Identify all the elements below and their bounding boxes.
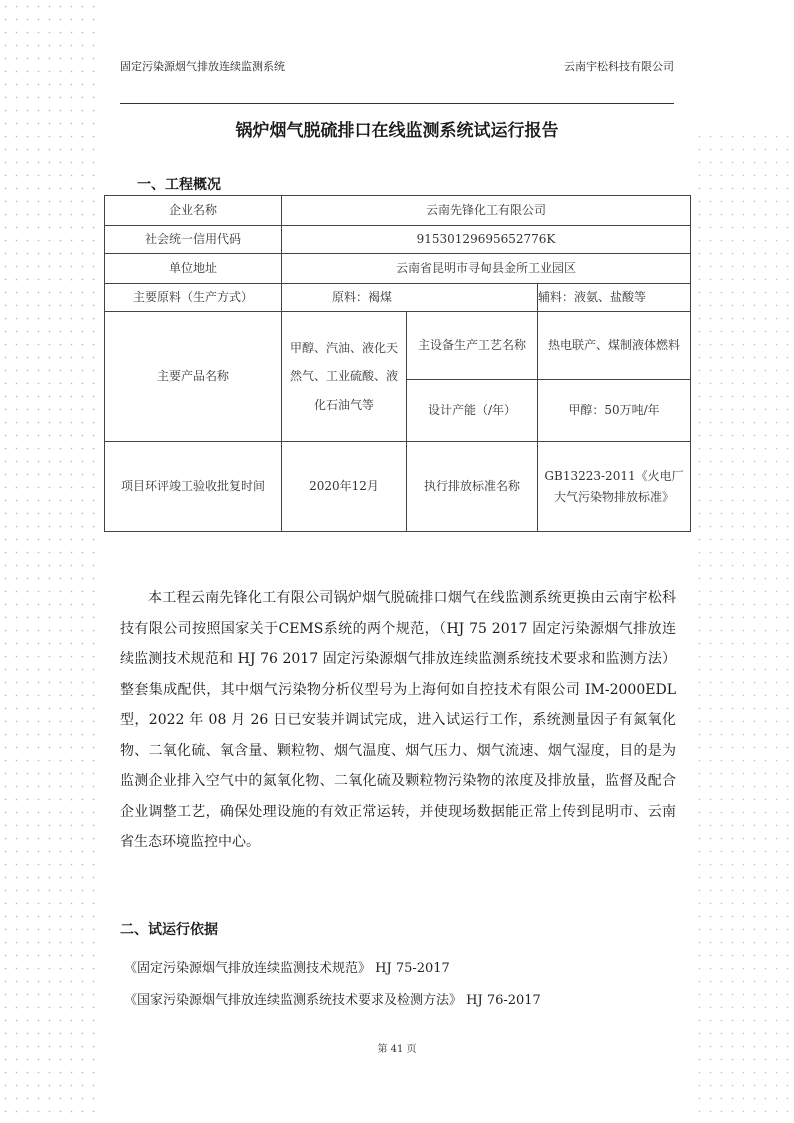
page-number: 第 41 页 (377, 1044, 417, 1055)
products-value: 甲醇、汽油、液化天然气、工业硫酸、液化石油气等 (282, 312, 407, 442)
header-divider (120, 103, 674, 104)
header-company-name: 云南宇松科技有限公司 (564, 60, 674, 73)
reference-standard-hj75: 《固定污染源烟气排放连续监测技术规范》 HJ 75-2017 (124, 961, 450, 976)
section-heading-project-overview: 一、工程概况 (137, 177, 221, 193)
table-row (105, 196, 691, 226)
process-label: 主设备生产工艺名称 (407, 312, 538, 380)
scan-dot-pattern-right (694, 130, 794, 1123)
table-row (105, 284, 691, 312)
table-row (105, 226, 691, 254)
company-name-label: 企业名称 (105, 196, 282, 226)
reference-standard-hj76: 《国家污染源烟气排放连续监测系统技术要求及检测方法》 HJ 76-2017 (124, 993, 541, 1008)
table-row (105, 442, 691, 532)
credit-code-label: 社会统一信用代码 (105, 226, 282, 254)
company-name-value: 云南先锋化工有限公司 (282, 196, 691, 226)
scan-dot-pattern-left (0, 0, 100, 1123)
capacity-value: 甲醇：50万吨/年 (538, 380, 691, 442)
emission-standard-value: GB13223-2011《火电厂大气污染物排放标准》 (538, 442, 691, 532)
approval-time-value: 2020年12月 (282, 442, 407, 532)
process-value: 热电联产、煤制液体燃料 (538, 312, 691, 380)
capacity-label: 设计产能（/年） (407, 380, 538, 442)
approval-time-label: 项目环评竣工验收批复时间 (105, 442, 282, 532)
table-row (105, 254, 691, 284)
materials-label: 主要原料（生产方式） (105, 284, 282, 312)
auxiliary-materials-value: 辅料：液氨、盐酸等 (538, 284, 691, 312)
materials-value: 原料：褐煤 (282, 284, 538, 312)
page-sheet (100, 0, 694, 1123)
credit-code-value: 91530129695652776K (282, 226, 691, 254)
project-overview-table (104, 195, 691, 532)
emission-standard-label: 执行排放标准名称 (407, 442, 538, 532)
description-paragraph: 本工程云南先锋化工有限公司锅炉烟气脱硫排口烟气在线监测系统更换由云南宇松科技有限公司按照国家关于CEMS系统的两个规范，（HJ 75 2017 固定污染源烟气排放连续监测技术规范和 HJ 76 2017 固定污染源烟气排放连续监测系统技术要求和监测方法）整套集成配供，其中烟气污染物分析仪型号为上海何如自控技术有限公司 IM-2000EDL 型，2022 年 08 月 26 日已安装并调试完成，进入试运行工作，系统测量因子有氮氧化物、二氧化硫、氧含量、颗粒物、烟气温度、烟气压力、烟气流速、烟气湿度，目的是为监测企业排入空气中的氮氧化物、二氧化硫及颗粒物污染物的浓度及排放量，监督及配合企业调整工艺，确保处理设施的有效正常运转，并使现场数据能正常上传到昆明市、云南省生态环境监控中心。 (120, 590, 676, 850)
table-row (105, 312, 691, 380)
products-label: 主要产品名称 (105, 312, 282, 442)
project-description (120, 583, 676, 858)
address-label: 单位地址 (105, 254, 282, 284)
document-title: 锅炉烟气脱硫排口在线监测系统试运行报告 (235, 121, 559, 141)
section-heading-trial-basis: 二、试运行依据 (120, 922, 218, 938)
header-system-name: 固定污染源烟气排放连续监测系统 (120, 60, 285, 73)
address-value: 云南省昆明市寻甸县金所工业园区 (282, 254, 691, 284)
